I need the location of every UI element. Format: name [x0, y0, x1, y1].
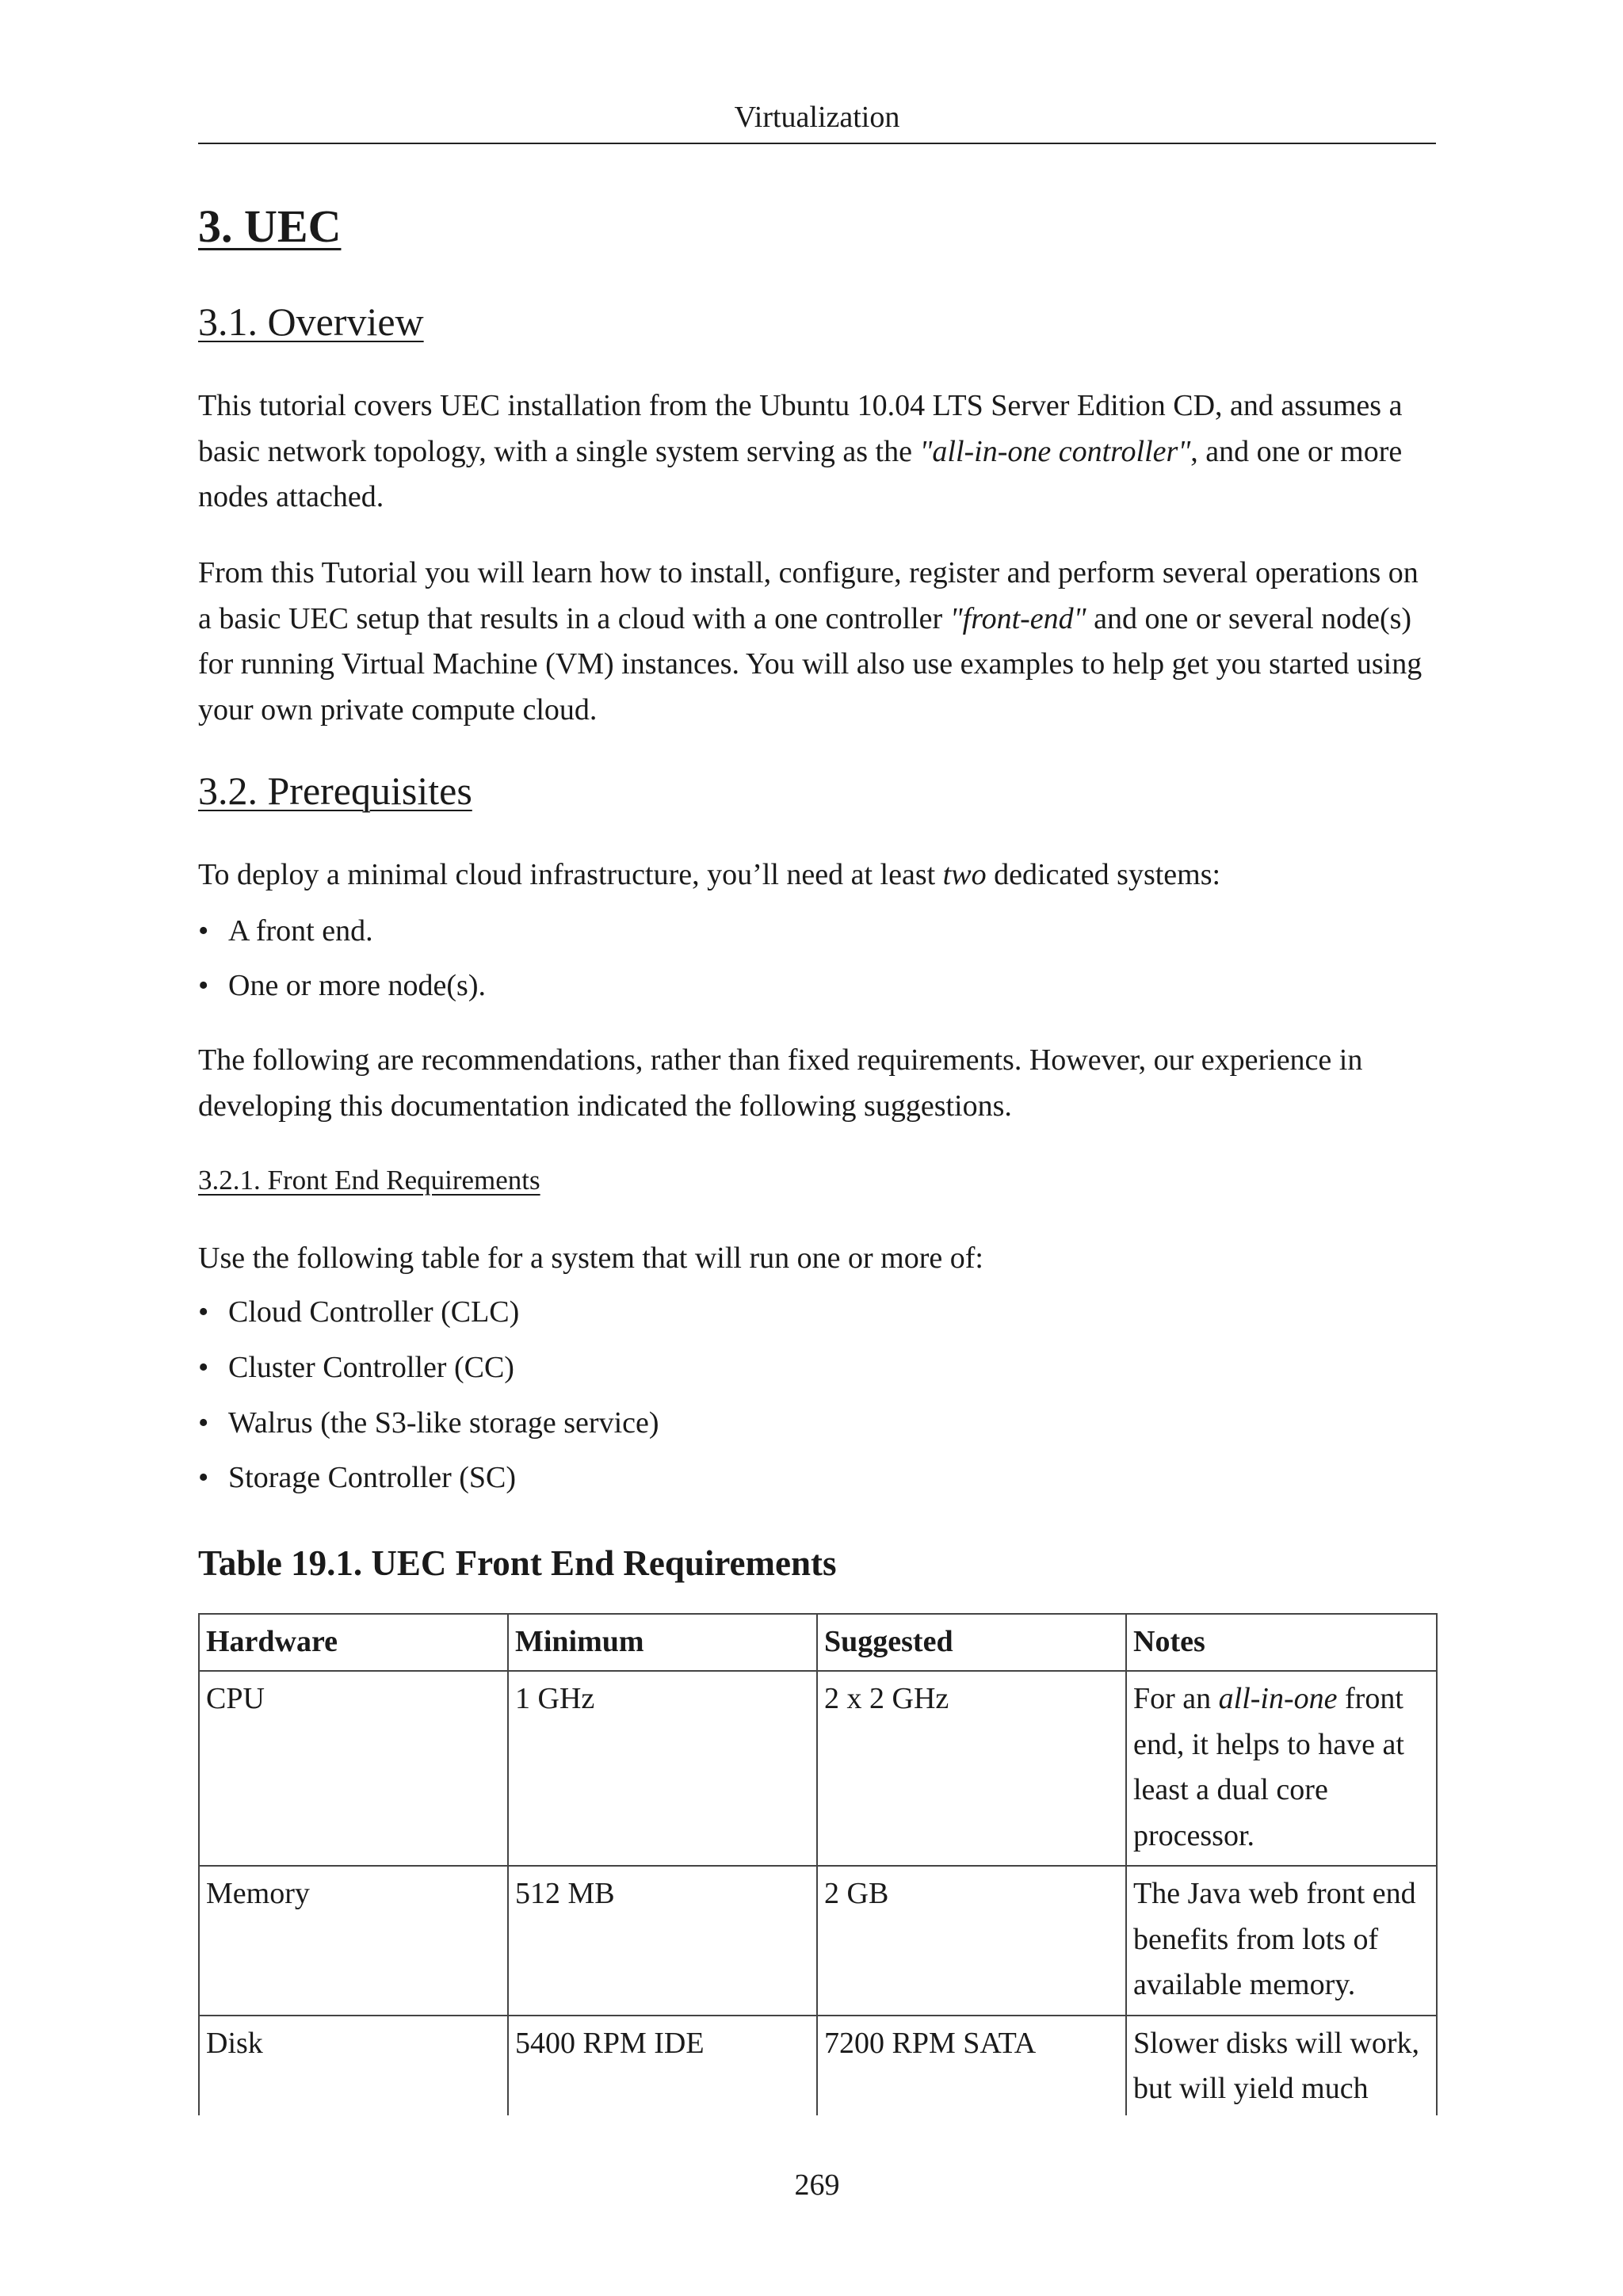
list-item-text: Cloud Controller (CLC)	[228, 1295, 520, 1329]
notes-text-a: For an	[1133, 1682, 1219, 1715]
list-item-text: Cluster Controller (CC)	[228, 1351, 514, 1384]
header-divider	[198, 143, 1436, 144]
front-end-intro: Use the following table for a system that will run one or more of:	[198, 1241, 983, 1275]
overview-p1-text-a: This tutorial covers UEC installation from the Ubuntu 10.04 LTS Server Edition CD, and assumes a basic network topology, with a single system serving as the	[198, 389, 1403, 468]
table-row	[199, 1866, 1437, 2016]
overview-p2-text-b: and one or several node(s) for running Virtual Machine (VM) instances. You will also use examples to help get you started using your own private compute cloud.	[198, 601, 1423, 727]
prerequisites-intro	[198, 852, 1436, 898]
prerequisites-intro-text-b: dedicated systems:	[986, 858, 1221, 891]
overview-p1-emphasis: "all-in-one controller"	[919, 434, 1191, 468]
overview-p1-text-b: , and one or more nodes attached.	[198, 434, 1403, 513]
cell-suggested: 2 GB	[817, 1866, 1126, 2016]
cell-suggested: 2 x 2 GHz	[817, 1671, 1126, 1866]
page-number: 269	[794, 2168, 840, 2202]
bullet-icon: •	[198, 1351, 209, 1384]
bullet-icon: •	[198, 1295, 209, 1329]
overview-p2-text-a: From this Tutorial you will learn how to install, configure, register and perform several operations on a basic UEC setup that results in a cloud with a one controller	[198, 556, 1419, 635]
notes-text-b: front end, it helps to have at least a dual core processor.	[1133, 1682, 1404, 1852]
cell-hardware: CPU	[199, 1671, 508, 1866]
bullet-icon: •	[198, 914, 209, 948]
section-heading-overview: 3.1. Overview	[198, 299, 424, 344]
subsection-heading-front-end: 3.2.1. Front End Requirements	[198, 1165, 540, 1196]
column-header-hardware: Hardware	[199, 1614, 508, 1671]
bullet-icon: •	[198, 969, 209, 1002]
prerequisites-intro-text-a: To deploy a minimal cloud infrastructure, you’ll need at least	[198, 858, 943, 891]
cell-minimum: 1 GHz	[508, 1671, 817, 1866]
cell-notes: Slower disks will work, but will yield much	[1126, 2016, 1437, 2116]
running-header: Virtualization	[734, 101, 900, 134]
list-item	[198, 1402, 1436, 1444]
cell-suggested: 7200 RPM SATA	[817, 2016, 1126, 2116]
section-heading-prerequisites: 3.2. Prerequisites	[198, 769, 472, 813]
chapter-title: 3. UEC	[198, 200, 342, 252]
list-item	[198, 1347, 1436, 1388]
cell-hardware: Disk	[199, 2016, 508, 2116]
list-item-text: One or more node(s).	[228, 969, 487, 1002]
cell-hardware: Memory	[199, 1866, 508, 2016]
bullet-icon: •	[198, 1406, 209, 1440]
column-header-suggested: Suggested	[817, 1614, 1126, 1671]
bullet-icon: •	[198, 1461, 209, 1494]
list-item	[198, 1291, 1436, 1333]
notes-emphasis: all-in-one	[1218, 1682, 1338, 1715]
list-item	[198, 910, 1436, 952]
column-header-minimum: Minimum	[508, 1614, 817, 1671]
list-item-text: Walrus (the S3-like storage service)	[228, 1406, 659, 1440]
list-item	[198, 1457, 1436, 1498]
overview-paragraph-1	[198, 383, 1436, 521]
cell-notes: The Java web front end benefits from lots of available memory.	[1126, 1866, 1437, 2016]
list-item	[198, 965, 1436, 1006]
recommendation-paragraph: The following are recommendations, rather than fixed requirements. However, our experience in developing this documentation indicated the following suggestions.	[198, 1043, 1363, 1123]
cell-minimum: 5400 RPM IDE	[508, 2016, 817, 2116]
table-title: Table 19.1. UEC Front End Requirements	[198, 1543, 837, 1583]
table-row	[199, 1671, 1437, 1866]
table-container	[198, 1613, 1442, 2115]
overview-p2-emphasis: "front-end"	[949, 601, 1086, 635]
list-item-text: Storage Controller (SC)	[228, 1461, 517, 1494]
cell-notes	[1126, 1671, 1437, 1866]
table-row	[199, 2016, 1437, 2116]
column-header-notes: Notes	[1126, 1614, 1437, 1671]
table-header-row	[199, 1614, 1437, 1671]
list-item-text: A front end.	[228, 914, 373, 948]
prerequisites-intro-emphasis: two	[942, 858, 987, 891]
cell-minimum: 512 MB	[508, 1866, 817, 2016]
requirements-table	[198, 1613, 1438, 2115]
overview-paragraph-2	[198, 551, 1436, 733]
